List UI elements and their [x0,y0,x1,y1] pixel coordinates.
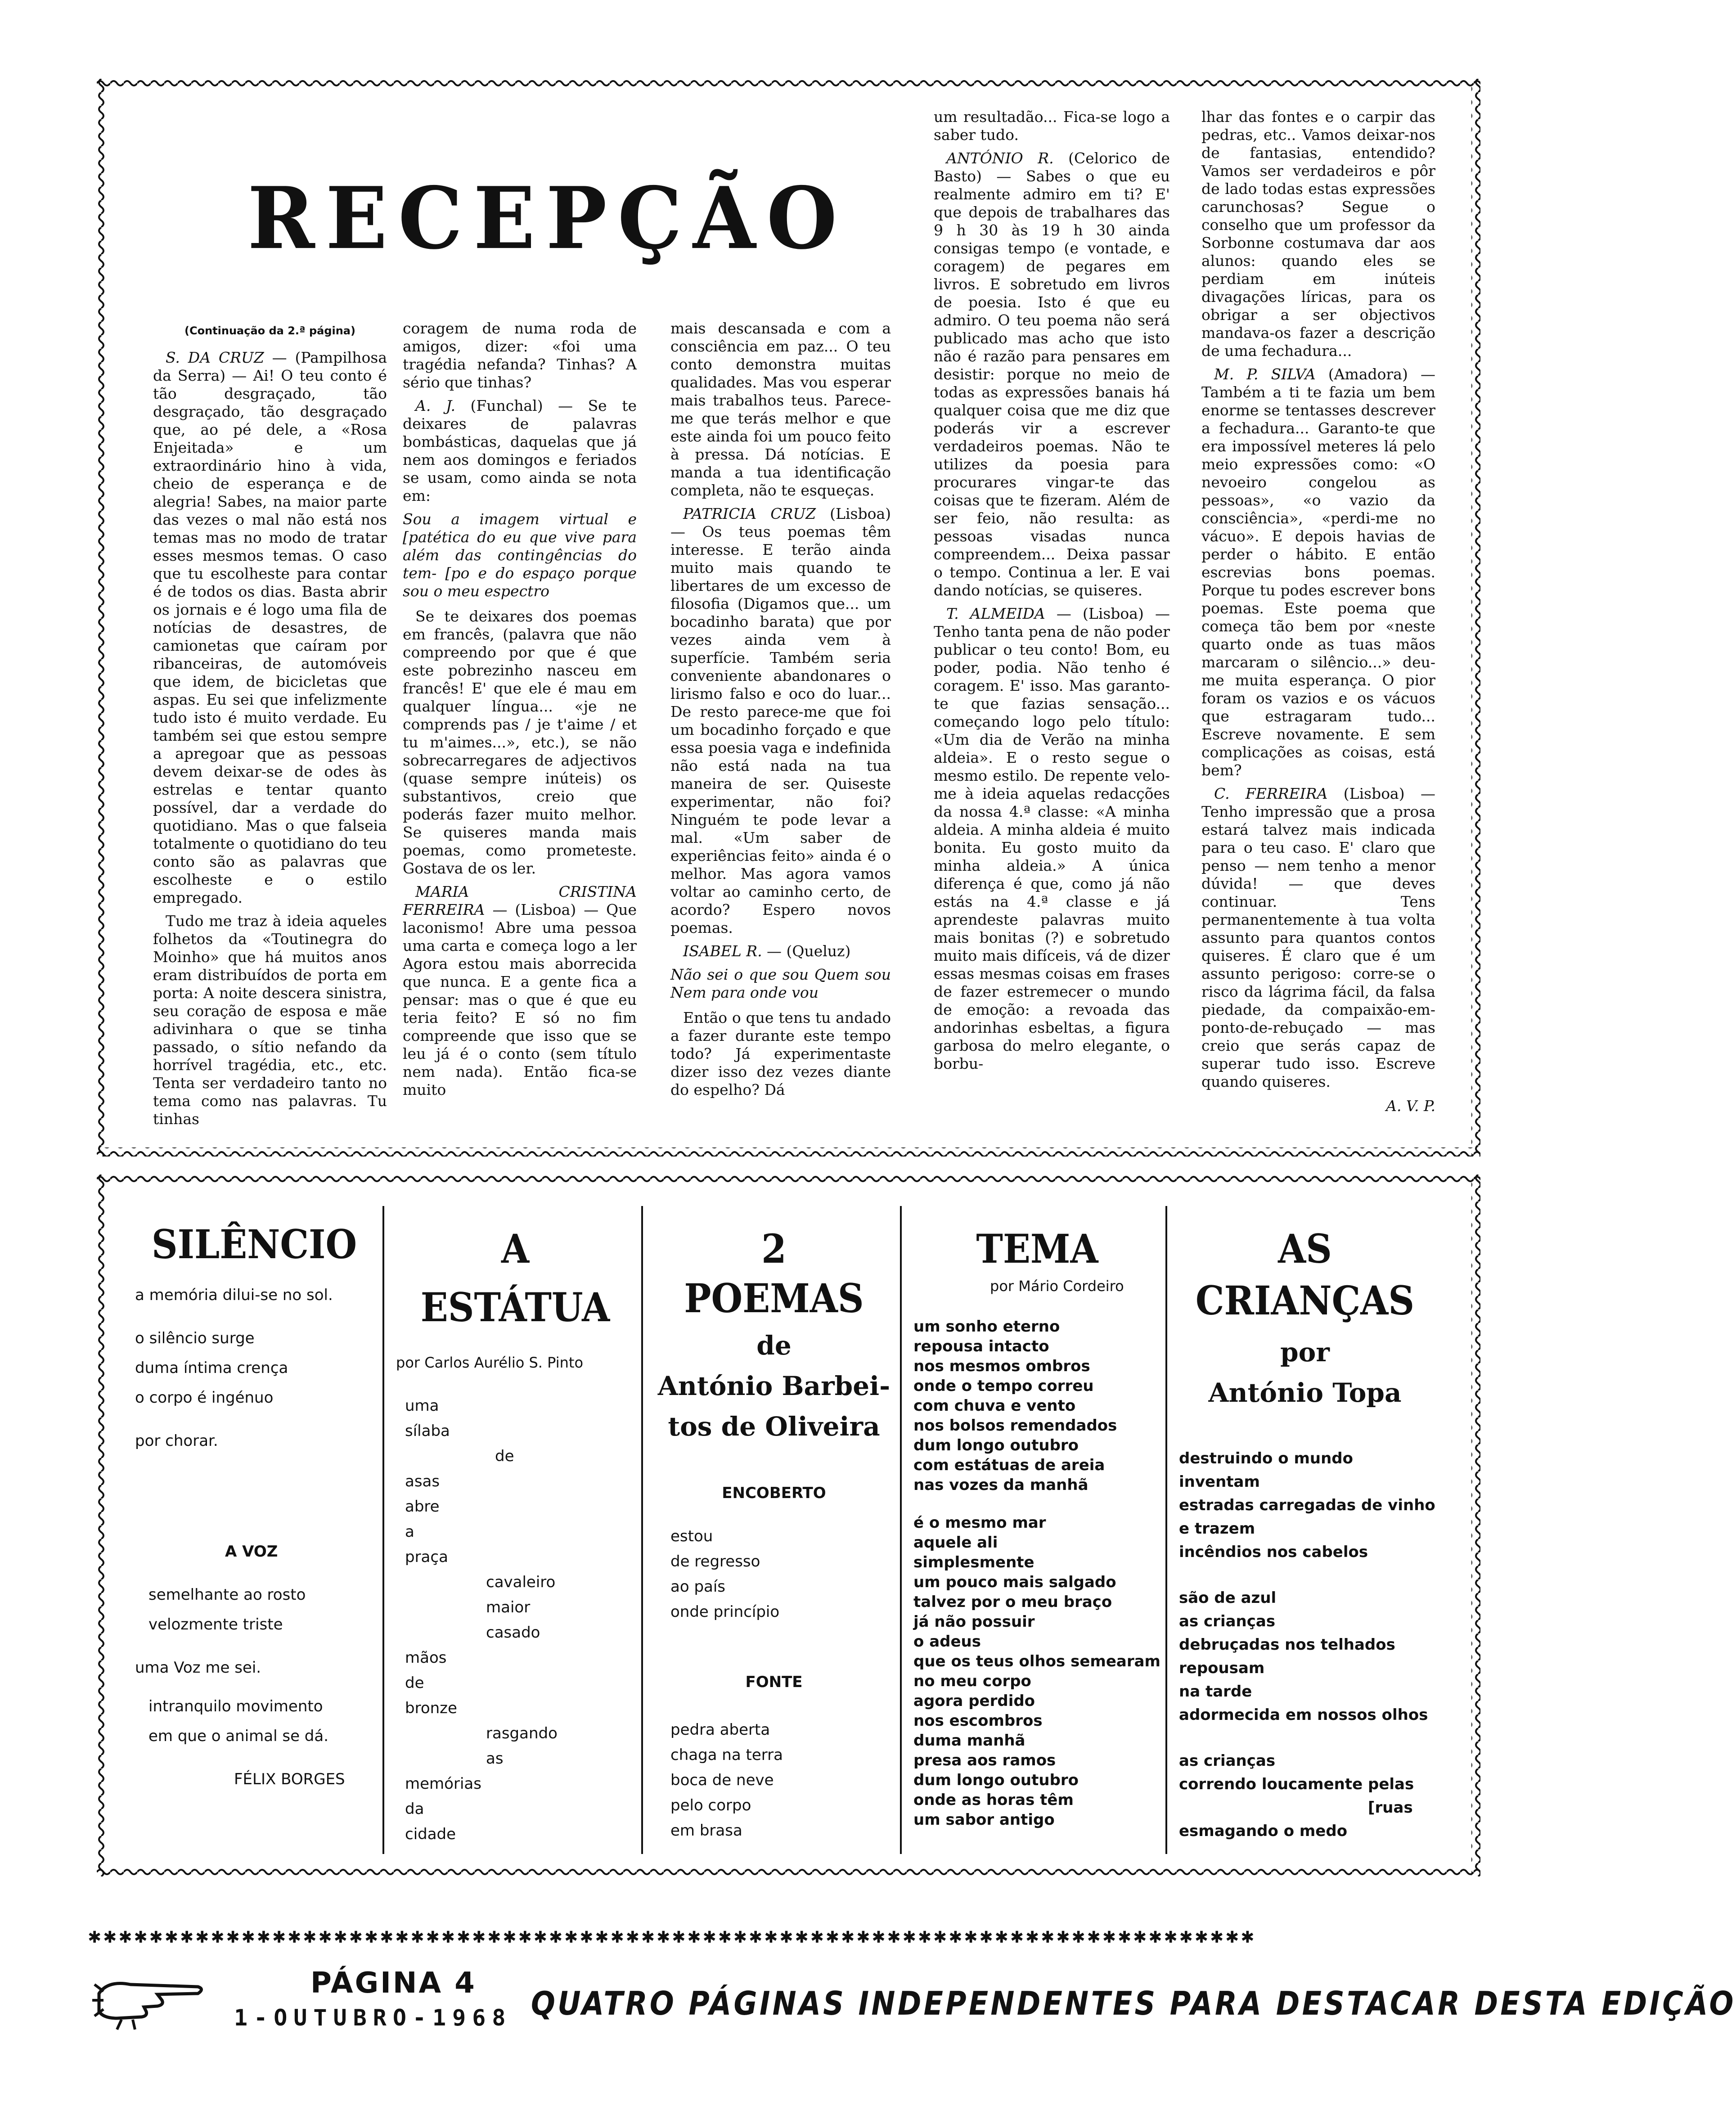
poem-criancas [1179,1224,1435,1843]
page-number: PÁGINA 4 [310,1966,477,2000]
poem-line: velozmente triste [148,1616,283,1634]
poem-line: onde o tempo correu [913,1377,1094,1395]
poem-line: incêndios nos cabelos [1179,1543,1368,1561]
poem-line: um sonho eterno [913,1318,1060,1336]
quoted-poem: Sou a imagem virtual e [patética do eu que vive para além das contingências do tem- [po e do espaço porque sou o meu espectro [403,510,637,600]
letter-paragraph: Se te deixares dos poemas em francês, (palavra que não compreendo por que é que este pobrezinho nasceu em francês! E' que ele é mau em qualquer língua... «je ne comprends pas / je t'aime / et tu m'aimes...», etc.), se não sobrecarregares de adjectivos (quase sempre inúteis) os substantivos, creio que poderás fazer muito melhor. Se quiseres manda mais poemas, como prometeste. Gostava de os ler. [403,608,637,877]
poem-line: repousam [1179,1659,1265,1677]
poem-line: memórias [405,1775,481,1793]
poem-line: a memória dilui-se no sol. [135,1286,333,1304]
poem-line: o silêncio surge [135,1329,255,1347]
poem-line: dum longo outubro [913,1771,1079,1789]
poem-line: pedra aberta [670,1721,770,1739]
poem-line: de [495,1447,514,1465]
poem-estatua [396,1224,634,1847]
poem-line: agora perdido [913,1692,1035,1710]
poem-line: em que o animal se dá. [148,1727,329,1745]
letter-paragraph: S. DA CRUZ — (Pampilhosa da Serra) — Ai! O teu conto é tão desgraçado, tão desgraçado, tão desgraçado que, ao pé dele, a «Rosa Enjeitada» e um extraordinário hino à vida, cheio de esperança e de alegria! Sabes, na maior parte das vezes o mal não está nos temas mas no modo de tratar esses mesmos temas. O caso que tu escolheste para contar é de todos os dias. Basta abrir os jornais e é logo uma fila de notícias de desastres, de camionetas que caíram por ribanceiras, de automóveis que idem, de bicicletas que aspas. Eu sei que infelizmente tudo isto é muito verdade. Eu também sei que estou sempre a apregoar que as pessoas devem deixar-se de odes às estrelas e tentar quanto possível, dar a verdade do quotidiano. Mas o que falseia totalmente o quotidiano do teu conto são as palavras que escolheste e o estilo empregado. [153,349,387,906]
poem-line: sílaba [405,1422,450,1440]
poem-line: o corpo é ingénuo [135,1389,274,1407]
poem-byline: por Carlos Aurélio S. Pinto [396,1354,584,1371]
continuation-note: (Continuação da 2.ª página) [184,324,355,337]
poem-line: simplesmente [913,1553,1034,1571]
poem-line: abre [405,1498,440,1516]
poem-line: estou [670,1527,713,1545]
column-divider [1165,1206,1167,1854]
recepcao-column-2 [403,320,637,1104]
pointing-hand-icon [90,1966,207,2036]
letter-paragraph: ISABEL R. — (Queluz) [683,942,851,960]
poem-line: na tarde [1179,1683,1252,1701]
poem-line: de [405,1674,424,1692]
poem-line: estradas carregadas de vinho [1179,1496,1435,1514]
poem-line: chaga na terra [670,1746,783,1764]
poem-line: adormecida em nossos olhos [1179,1706,1428,1724]
poem-line: semelhante ao rosto [148,1586,306,1604]
quoted-poem: Não sei o que sou Quem sou Nem para onde vou [670,966,891,1001]
poem-line: duma íntima crença [135,1359,288,1377]
poem-line: da [405,1800,424,1818]
issue-date: 1-OUTUBRO-1968 [234,2005,512,2031]
poem-byline: por Mário Cordeiro [990,1278,1124,1295]
section-title: RECEPÇÃO [247,168,848,269]
poem-line: maior [486,1598,531,1616]
poem-line: pelo corpo [670,1796,751,1814]
poem-line: já não possuir [913,1613,1035,1631]
poem-line: cavaleiro [486,1573,556,1591]
letter-paragraph: lhar das fontes e o carpir das pedras, etc.. Vamos deixar-nos de fantasias, entendido? Vamos ser verdadeiros e pôr de lado todas estas expressões carunchosas? Segue o conselho que um professor da Sorbonne costumava dar aos alunos: quando eles se perdiam em inúteis divagações líricas, para os obrigar a ser objectivos mandava-os fazer a descrição de uma fechadura... [1201,108,1435,360]
poem-title: POEMAS [684,1275,864,1322]
poem-line: de regresso [670,1552,760,1570]
poem-line: inventam [1179,1473,1260,1491]
letter-paragraph: M. P. SILVA (Amadora) — Também a ti te fazia um bem enorme se tentasses descrever a fechadura... Garanto-te que era impossível meteres lá pelo meio expressões como: «O nevoeiro congelou as pessoas», «o vazio da consciência», «perdi-me no vácuo». E depois havias de perder o hábito. E então escrevias bons poemas. Porque tu podes escrever bons poemas. Este poema que começa tão bem por «neste quarto onde as tuas mãos marcaram o silêncio...» deu-me muita esperança. O pior foram os vazios e os vácuos que estragaram tudo... Escreve novamente. E sem complicações as coisas, está bem? [1201,365,1435,779]
letter-paragraph: ANTÓNIO R. (Celorico de Basto) — Sabes o que eu realmente admiro em ti? E' que depois de trabalhares das 9 h 30 às 19 h 30 ainda consigas tempo (e vontade, e coragem) de pegares em livros. E sobretudo em livros de poesia. Isto é que eu admiro. O teu poema não será publicado mas acho que isto não é razão para pensares em desistir: porque no meio de todas as expressões banais há qualquer coisa que me diz que poderás vir a escrever verdadeiros poemas. Não te utilizes da poesia para procurares vingar-te das coisas que te fizeram. Além de ser feio, não resulta: as pessoas visadas nunca compreendem... Deixa passar o tempo. Continua a ler. E vai dando notícias, se quiseres. [934,149,1170,599]
poem-line: e trazem [1179,1520,1255,1538]
poem-title: AS [1278,1225,1332,1272]
poem-line: uma Voz me sei. [135,1659,261,1677]
poem-line: nas vozes da manhã [913,1476,1088,1494]
poem-line: duma manhã [913,1732,1025,1750]
signature: A. V. P. [1386,1097,1435,1115]
poem-subtitle: FONTE [745,1673,803,1691]
poem-line: praça [405,1548,448,1566]
poem-author: António Topa [1208,1377,1402,1408]
poem-title: ESTÁTUA [420,1284,610,1331]
poem-line: um sabor antigo [913,1811,1055,1829]
poem-line: com estátuas de areia [913,1456,1105,1474]
poem-line: no meu corpo [913,1672,1031,1690]
letter-paragraph: Então o que tens tu andado a fazer durante este tempo todo? Já experimentaste dizer isso dez vezes diante do espelho? Dá [670,1009,891,1098]
footer-banner: QUATRO PÁGINAS INDEPENDENTES PARA DESTACAR DESTA EDIÇÃO [531,1984,1736,2022]
letter-paragraph: mais descansada e com a consciência em paz... O teu conto demonstra muitas qualidades. Mas vou esperar mais trabalhos teus. Parece-me que terás melhor e que este ainda foi um pouco feito à pressa. Dá notícias. E manda a tua identificação completa, não te esqueças. [670,320,891,499]
poem-por: por [1280,1337,1330,1368]
letter-paragraph: coragem de numa roda de amigos, dizer: «foi uma tragédia nefanda? Tinhas? A sério que tinhas? [403,320,637,391]
poem-dois-poemas [652,1224,895,1843]
poem-line: correndo loucamente pelas [1179,1775,1414,1793]
poem-author: FÉLIX BORGES [234,1770,345,1788]
poem-title: 2 [761,1225,787,1272]
poem-line: onde princípio [670,1603,780,1621]
poem-line: presa aos ramos [913,1751,1056,1769]
poem-line: aquele ali [913,1534,998,1552]
poem-line: a [405,1523,414,1541]
poem-line: asas [405,1472,440,1490]
poem-line: [ruas [1368,1799,1413,1817]
recepcao-column-4 [934,108,1170,1078]
poem-line: intranquilo movimento [148,1697,323,1715]
poem-line: são de azul [1179,1589,1277,1607]
poem-line: esmagando o medo [1179,1822,1348,1840]
letter-paragraph: um resultadão... Fica-se logo a saber tudo. [934,108,1170,144]
recepcao-column-5 [1201,108,1435,1120]
poem-silencio [135,1220,373,1792]
column-divider [382,1206,384,1854]
poem-line: boca de neve [670,1771,774,1789]
poem-line: talvez por o meu braço [913,1593,1112,1611]
poem-line: casado [486,1624,540,1642]
letter-paragraph: A. J. (Funchal) — Se te deixares de palavras bombásticas, daquelas que já nem aos domingos e feriados se usam, como ainda se nota em: [403,397,637,504]
poem-tema [913,1224,1161,1830]
recepcao-column-3 [670,320,891,1104]
column-divider [900,1206,902,1854]
poem-de: de [756,1330,792,1361]
recepcao-column-1 [153,322,387,1134]
poem-line: cidade [405,1825,456,1843]
poem-line: em brasa [670,1822,742,1840]
poem-author: tos de Oliveira [668,1411,880,1442]
poem-line: com chuva e vento [913,1397,1076,1415]
poem-title: CRIANÇAS [1195,1277,1415,1324]
poem-line: um pouco mais salgado [913,1573,1116,1591]
poem-line: rasgando [486,1724,558,1742]
poem-line: uma [405,1397,439,1415]
letter-paragraph: MARIA CRISTINA FERREIRA — (Lisboa) — Que laconismo! Abre uma pessoa uma carta e começa logo a ler Agora estou mais aborrecida que nunca. E a gente fica a pensar: mas o que é que eu teria feito? E só no fim compreende que isso que se leu já é o conto (sem título nem nada). Então fica-se muito [403,883,637,1098]
star-rule: ✱✱✱✱✱✱✱✱✱✱✱✱✱✱✱✱✱✱✱✱✱✱✱✱✱✱✱✱✱✱✱✱✱✱✱✱✱✱✱✱✱✱✱✱✱✱✱✱✱✱✱✱✱✱✱✱✱✱✱✱✱✱✱✱✱✱✱✱✱✱✱✱✱✱✱✱ [88,1928,1256,1947]
column-divider [641,1206,643,1854]
letter-paragraph: Tudo me traz à ideia aqueles folhetos da «Toutinegra do Moinho» que há muitos anos eram distribuídos de porta em porta: A noite descera sinistra, seu coração de esposa e mãe adivinhara o que se tinha passado, o sítio nefando da horrível tragédia, etc., etc. Tenta ser verdadeiro tanto no tema como nas palavras. Tu tinhas [153,912,387,1128]
poem-title: A [501,1225,530,1272]
poem-line: que os teus olhos semearam [913,1652,1160,1670]
poem-line: ao país [670,1578,726,1596]
poem-subtitle: A VOZ [225,1543,278,1561]
letter-paragraph: T. ALMEIDA — (Lisboa) — Tenho tanta pena de não poder publicar o teu conto! Bom, eu poder, podia. Não tenho é coragem. E' isso. Mas garanto-te que fazias sensação... começando logo pelo título: «Um dia de Verão na minha aldeia». E o resto segue o mesmo estilo. De repente velo-me à ideia aquelas redacções da nossa 4.ª classe: «A minha aldeia. A minha aldeia é muito bonita. Eu gosto muito da minha aldeia.» A única diferença é que, como já não estás na 4.ª classe e já aprendeste palavras muito mais bonitas (?) e sobretudo muito mais difíceis, vá de dizer essas mesmas coisas em frases de fazer estremecer o mundo de emoção: a revoada das andorinhas esbeltas, a figura garbosa do melro elegante, o borbu- [934,605,1170,1072]
poem-line: é o mesmo mar [913,1514,1046,1532]
poem-line: bronze [405,1699,457,1717]
poem-line: destruindo o mundo [1179,1449,1353,1467]
poem-line: por chorar. [135,1432,218,1450]
poem-title: SILÊNCIO [151,1221,357,1268]
poem-author: António Barbei- [657,1371,890,1401]
poem-title: TEMA [976,1225,1098,1272]
poem-line: as crianças [1179,1612,1276,1630]
poem-line: as [486,1750,504,1768]
poem-line: debruçadas nos telhados [1179,1636,1395,1654]
poem-line: nos escombros [913,1712,1043,1730]
poem-line: mãos [405,1649,447,1667]
poem-line: nos bolsos remendados [913,1417,1117,1435]
poem-line: o adeus [913,1633,981,1651]
poem-line: repousa intacto [913,1337,1049,1355]
letter-paragraph: PATRICIA CRUZ (Lisboa) — Os teus poemas têm interesse. E terão ainda muito mais quando te libertares de um excesso de filosofia (Digamos que... um bocadinho barata) que por vezes ainda vem à superfície. Também seria conveniente abandonares o lirismo falso e oco do luar... De resto parece-me que foi um bocadinho forçado e que essa poesia vaga e indefinida não está nada na tua maneira de ser. Quiseste experimentar, não foi? Ninguém te pode levar a mal. «Um saber de experiências feito» ainda é o melhor. Mas agora vamos voltar ao caminho certo, de acordo? Espero novos poemas. [670,505,891,936]
poem-line: onde as horas têm [913,1791,1074,1809]
poem-line: nos mesmos ombros [913,1357,1090,1375]
poem-subtitle: ENCOBERTO [722,1484,826,1502]
poem-line: as crianças [1179,1752,1276,1770]
poem-line: dum longo outubro [913,1436,1079,1454]
letter-paragraph: C. FERREIRA (Lisboa) — Tenho impressão que a prosa estará talvez mais indicada para o teu caso. E' claro que penso — nem tenho a menor dúvida! — que deves continuar. Tens permanentemente à tua volta assunto para quantos contos quiseres. É claro que é um assunto perigoso: corre-se o risco da lágrima fácil, da falsa piedade, da compaixão-em-ponto-de-rebuçado — mas creio que serás capaz de superar tudo isso. Escreve quando quiseres. [1201,785,1435,1090]
